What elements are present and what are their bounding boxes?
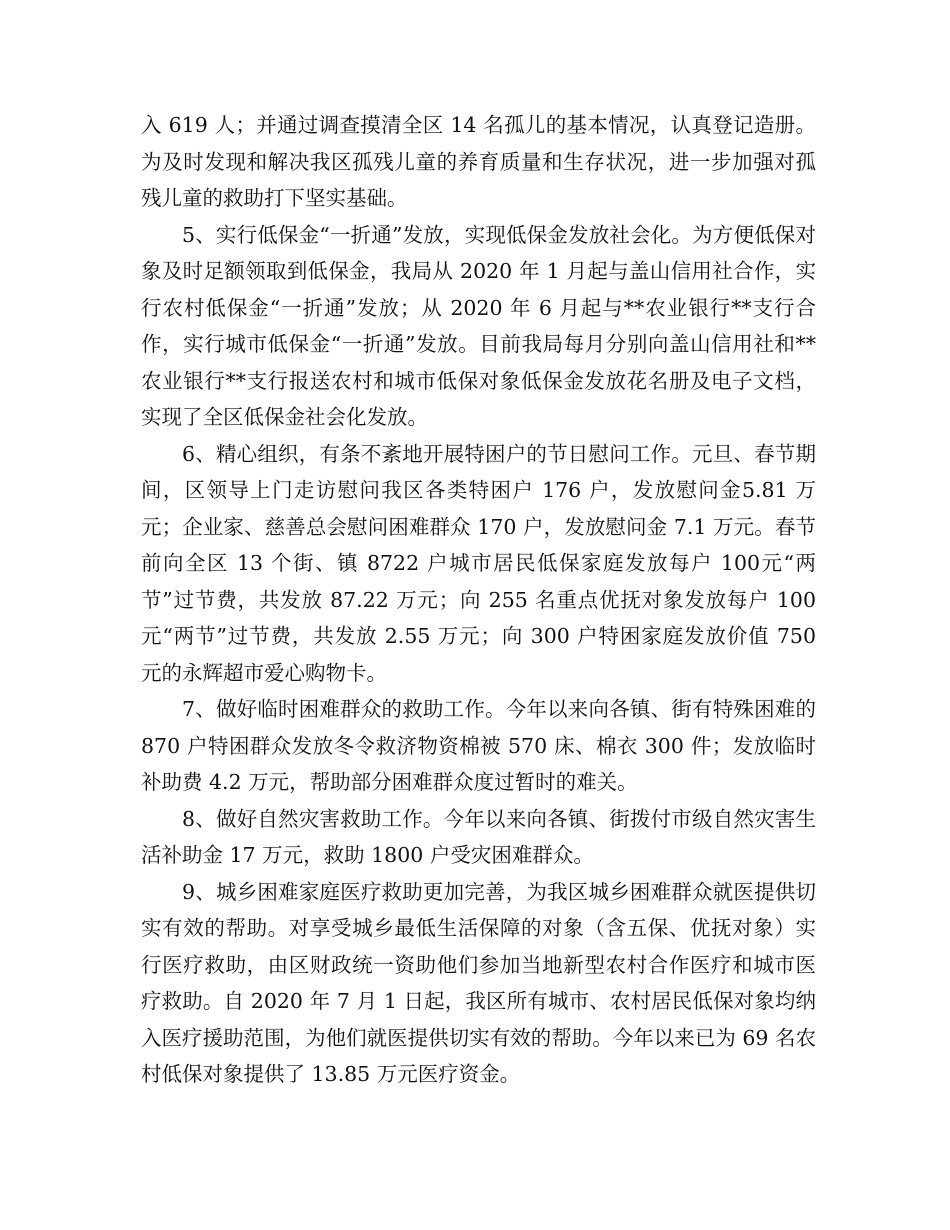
document-body [141,107,816,1093]
paragraph-continued: 入 619 人；并通过调查摸清全区 14 名孤儿的基本情况，认真登记造册。为及时发现和解决我区孤残儿童的养育质量和生存状况，进一步加强对孤残儿童的救助打下坚实基础。 [141,113,816,210]
paragraph-item-7: 7、做好临时困难群众的救助工作。今年以来向各镇、街有特殊困难的 870 户特困群众发放冬令救济物资棉被 570 床、棉衣 300 件；发放临时补助费 4.2 万元，帮助部分困难群众度过暂时的难关。 [141,697,816,794]
paragraph-item-6: 6、精心组织，有条不紊地开展特困户的节日慰问工作。元旦、春节期间，区领导上门走访慰问我区各类特困户 176 户，发放慰问金5.81 万元；企业家、慈善总会慰问困难群众 170 户，发放慰问金 7.1 万元。春节前向全区 13 个街、镇 8722 户城市居民低保家庭发放每户 100元“两节”过节费，共发放 87.22 万元；向 255 名重点优抚对象发放每户 100 元“两节”过节费，共发放 2.55 万元；向 300 户特困家庭发放价值 750 元的永辉超市爱心购物卡。 [141,441,816,685]
paragraph-item-5: 5、实行低保金“一折通”发放，实现低保金发放社会化。为方便低保对象及时足额领取到低保金，我局从 2020 年 1 月起与盖山信用社合作，实行农村低保金“一折通”发放；从 2020 年 6 月起与**农业银行**支行合作，实行城市低保金“一折通”发放。目前我局每月分别向盖山信用社和**农业银行**支行报送农村和城市低保对象低保金发放花名册及电子文档，实现了全区低保金社会化发放。 [141,222,816,429]
paragraph-item-9: 9、城乡困难家庭医疗救助更加完善，为我区城乡困难群众就医提供切实有效的帮助。对享受城乡最低生活保障的对象（含五保、优抚对象）实行医疗救助，由区财政统一资助他们参加当地新型农村合作医疗和城市医疗救助。自 2020 年 7 月 1 日起，我区所有城市、农村居民低保对象均纳入医疗援助范围，为他们就医提供切实有效的帮助。今年以来已为 69 名农村低保对象提供了 13.85 万元医疗资金。 [141,879,816,1086]
paragraph-item-8: 8、做好自然灾害救助工作。今年以来向各镇、街拨付市级自然灾害生活补助金 17 万元，救助 1800 户受灾困难群众。 [141,806,816,867]
